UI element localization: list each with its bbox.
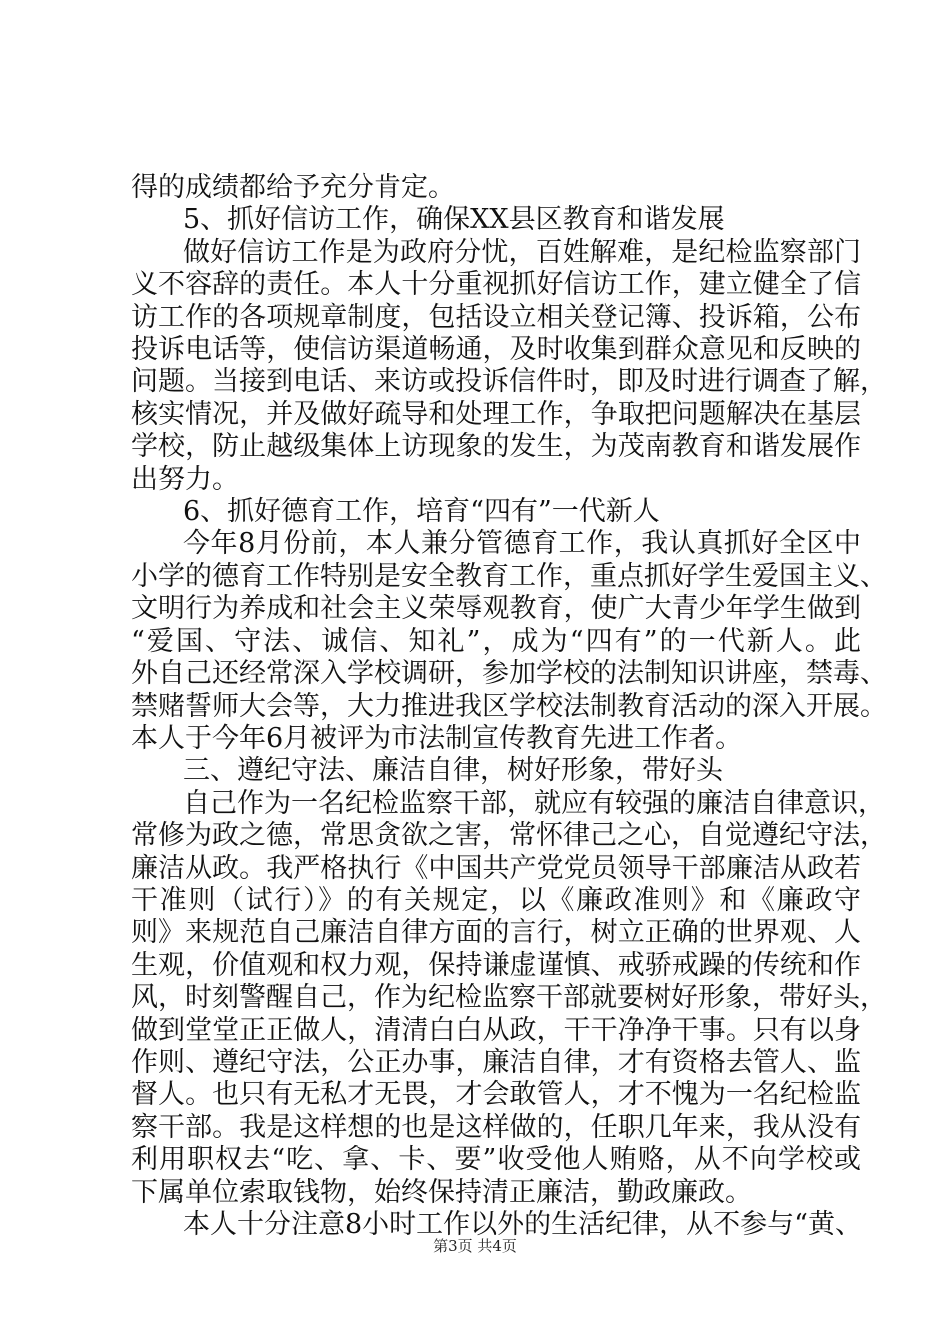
text-line: 利用职权去“吃、拿、卡、要”收受他人贿赂，从不向学校或 [131, 1144, 861, 1176]
text-line: 禁赌誓师大会等，大力推进我区学校法制教育活动的深入开展。 [131, 690, 887, 722]
text-line: 则》来规范自己廉洁自律方面的言行，树立正确的世界观、人 [131, 917, 861, 949]
body-text [131, 172, 887, 1241]
text-line: 做到堂堂正正做人，清清白白从政，干干净净干事。只有以身 [131, 1014, 861, 1046]
text-line: 问题。当接到电话、来访或投诉信件时，即及时进行调查了解， [131, 366, 887, 398]
text-line: 廉洁从政。我严格执行《中国共产党党员领导干部廉洁从政若 [131, 852, 861, 884]
text-line: 自己作为一名纪检监察干部，就应有较强的廉洁自律意识， [183, 787, 885, 819]
text-line: 作则、遵纪守法，公正办事，廉洁自律，才有资格去管人、监 [131, 1046, 861, 1078]
text-line: 投诉电话等，使信访渠道畅通，及时收集到群众意见和反映的 [131, 334, 861, 366]
text-line: 干准则（试行）》的有关规定，以《廉政准则》和《廉政守 [131, 884, 861, 916]
text-line: 察干部。我是这样想的也是这样做的，任职几年来，我从没有 [131, 1111, 861, 1143]
text-line: 本人于今年6月被评为市法制宣传教育先进工作者。 [131, 722, 743, 754]
text-line: 外自己还经常深入学校调研，参加学校的法制知识讲座，禁毒、 [131, 658, 887, 690]
text-line: 风，时刻警醒自己，作为纪检监察干部就要树好形象，带好头， [131, 982, 887, 1014]
text-line: 得的成绩都给予充分肯定。 [131, 172, 455, 203]
text-line: 5、抓好信访工作，确保XX县区教育和谐发展 [183, 204, 725, 236]
text-line: 核实情况，并及做好疏导和处理工作，争取把问题解决在基层 [131, 398, 861, 430]
text-line: “爱国、守法、诚信、知礼”，成为“四有”的一代新人。此 [131, 625, 861, 657]
text-line: 本人十分注意8小时工作以外的生活纪律，从不参与“黄、 [183, 1209, 862, 1240]
text-line: 文明行为养成和社会主义荣辱观教育，使广大青少年学生做到 [131, 593, 861, 625]
page-footer: 第3页 共4页 [433, 1237, 517, 1255]
text-line: 义不容辞的责任。本人十分重视抓好信访工作，建立健全了信 [131, 269, 861, 301]
text-line: 小学的德育工作特别是安全教育工作，重点抓好学生爱国主义、 [131, 560, 887, 592]
text-line: 生观，价值观和权力观，保持谦虚谨慎、戒骄戒躁的传统和作 [131, 949, 861, 981]
text-line: 下属单位索取钱物，始终保持清正廉洁，勤政廉政。 [131, 1176, 752, 1208]
text-line: 学校，防止越级集体上访现象的发生，为茂南教育和谐发展作 [131, 431, 861, 463]
text-line: 今年8月份前，本人兼分管德育工作，我认真抓好全区中 [183, 528, 861, 560]
text-line: 三、遵纪守法、廉洁自律，树好形象，带好头 [183, 755, 723, 787]
text-line: 常修为政之德，常思贪欲之害，常怀律己之心，自觉遵纪守法， [131, 820, 887, 852]
text-line: 访工作的各项规章制度，包括设立相关登记簿、投诉箱，公布 [131, 301, 861, 333]
text-line: 做好信访工作是为政府分忧，百姓解难，是纪检监察部门 [183, 236, 861, 268]
text-line: 出努力。 [131, 463, 239, 495]
text-line: 督人。也只有无私才无畏，才会敢管人，才不愧为一名纪检监 [131, 1079, 861, 1111]
text-line: 6、抓好德育工作，培育“四有”一代新人 [183, 496, 660, 528]
